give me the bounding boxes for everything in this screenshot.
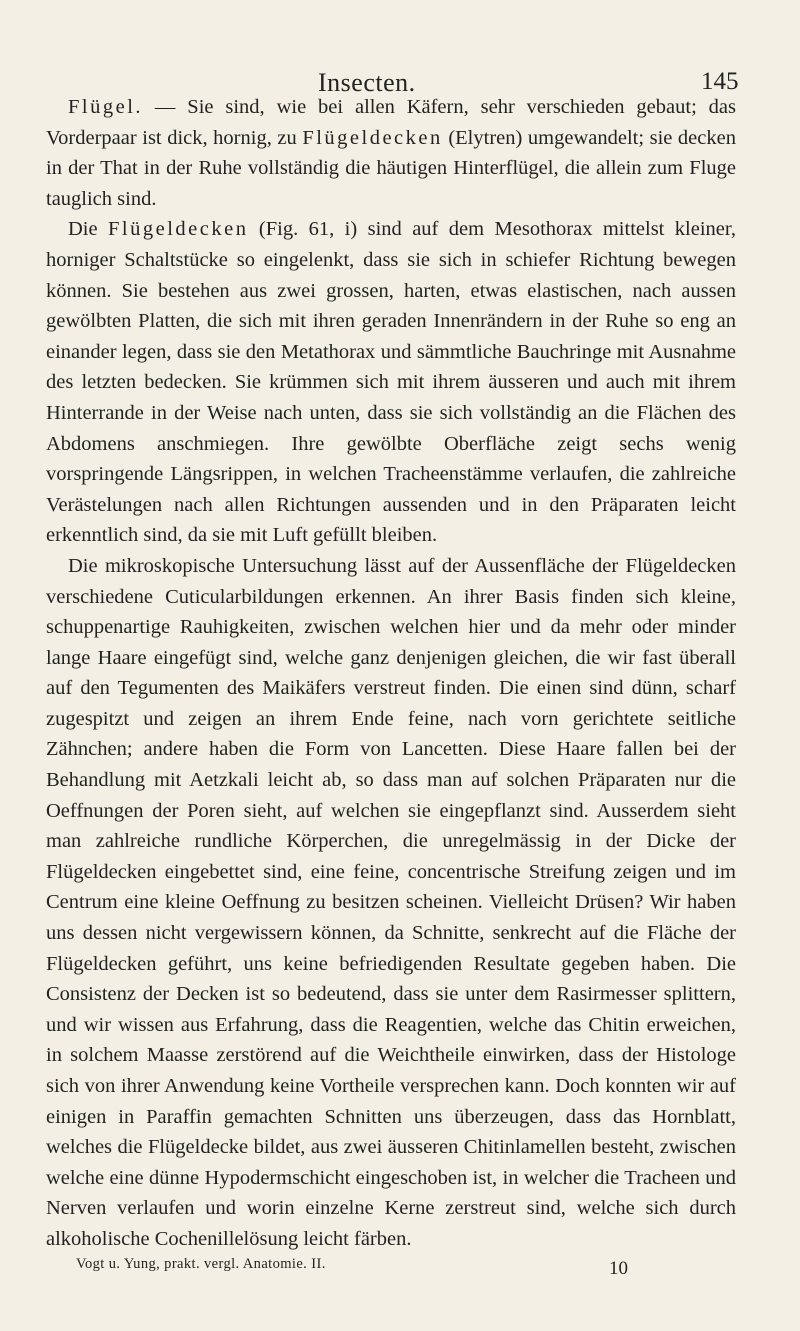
page-number: 145: [701, 68, 739, 95]
paragraph-mikroskopie: [46, 551, 736, 1255]
footer-credit: Vogt u. Yung, prakt. vergl. Anatomie. II.: [76, 1256, 326, 1272]
body-text: [46, 92, 736, 1255]
paragraph-text: Die mikroskopische Untersuchung lässt auf der Aussenfläche der Flügeldecken verschiedene Cuticularbildungen erkennen. An ihrer Basis finden sich kleine, schuppenartige Rauhigkeiten, zwischen welchen hier und da mehr oder minder lange Haare eingefügt sind, welche ganz denjenigen gleichen, die wir fast überall auf den Tegumenten des Maikäfers verstreut finden. Die einen sind dünn, scharf zugespitzt und zeigen an ihrem Ende feine, nach vorn gerichtete seitliche Zähnchen; andere haben die Form von Lancetten. Diese Haare fallen bei der Behandlung mit Aetzkali leicht ab, so dass man auf solchen Präparaten nur die Oeffnungen der Poren sieht, auf welchen sie eingepflanzt sind. Ausserdem sieht man zahlreiche rundliche Körperchen, die unregelmässig in der Dicke der Flügeldecken eingebettet sind, eine feine, concentrische Streifung zeigen und im Centrum eine kleine Oeffnung zu besitzen scheinen. Vielleicht Drüsen? Wir haben uns dessen nicht vergewissern können, da Schnitte, senkrecht auf die Fläche der Flügeldecken geführt, uns keine befriedigenden Resultate gegeben haben. Die Consistenz der Decken ist so bedeutend, dass sie unter dem Rasirmesser splittern, und wir wissen aus Erfahrung, dass die Reagentien, welche das Chitin erweichen, in solchem Maasse zerstörend auf die Weichtheile einwirken, dass der Histologe sich von ihrer Anwendung keine Vortheile versprechen kann. Doch konnten wir auf einigen in Paraffin gemachten Schnitten uns überzeugen, dass das Hornblatt, welches die Flügeldecke bildet, aus zwei äusseren Chitinlamellen besteht, zwischen welche eine dünne Hypodermschicht eingeschoben ist, in welcher die Tracheen und Nerven verlaufen und worin einzelne Kerne zerstreut sind, welche sich durch alkoholische Cochenillelösung leicht färben.: [46, 554, 736, 1250]
paragraph-fluegel: [46, 92, 736, 214]
page-footer: [46, 1256, 736, 1286]
section-lead-term: Flügel.: [68, 96, 144, 118]
paragraph-text: — Sie sind, wie bei allen Käfern, sehr verschieden gebaut; das Vorderpaar ist dick, hornig, zu: [46, 96, 736, 149]
paragraph-lead: Die: [68, 218, 109, 241]
paragraph-text: (Elytren) umgewandelt; sie decken in der That in der Ruhe vollständig die häutigen Hinterflügel, die allein zum Fluge tauglich sind.: [46, 126, 736, 210]
paragraph-fluegeldecken: [46, 214, 736, 551]
signature-mark: 10: [609, 1258, 628, 1279]
paragraph-text: (Fig. 61, i) sind auf dem Mesothorax mittelst kleiner, horniger Schaltstücke so eingelenkt, dass sie sich in schiefer Richtung bewegen können. Sie bestehen aus zwei grossen, harten, etwas elastischen, nach aussen gewölbten Platten, die sich mit ihren geraden Innenrändern in der Ruhe so eng an einander legen, dass sie den Metathorax und sämmtliche Bauchringe mit Ausnahme des letzten bedecken. Sie krümmen sich mit ihrem äusseren und auch mit ihrem Hinterrande in der Weise nach unten, dass sie sich vollständig an die Flächen des Abdomens anschmiegen. Ihre gewölbte Oberfläche zeigt sechs wenig vorspringende Längsrippen, in welchen Tracheenstämme verlaufen, die zahlreiche Verästelungen nach allen Richtungen aussenden und in den Präparaten leicht erkenntlich sind, da sie mit Luft gefüllt bleiben.: [46, 218, 737, 547]
emphasized-term: Flügeldecken: [302, 126, 443, 149]
emphasized-term: Flügeldecken: [108, 218, 249, 241]
running-title: Insecten.: [318, 68, 416, 97]
